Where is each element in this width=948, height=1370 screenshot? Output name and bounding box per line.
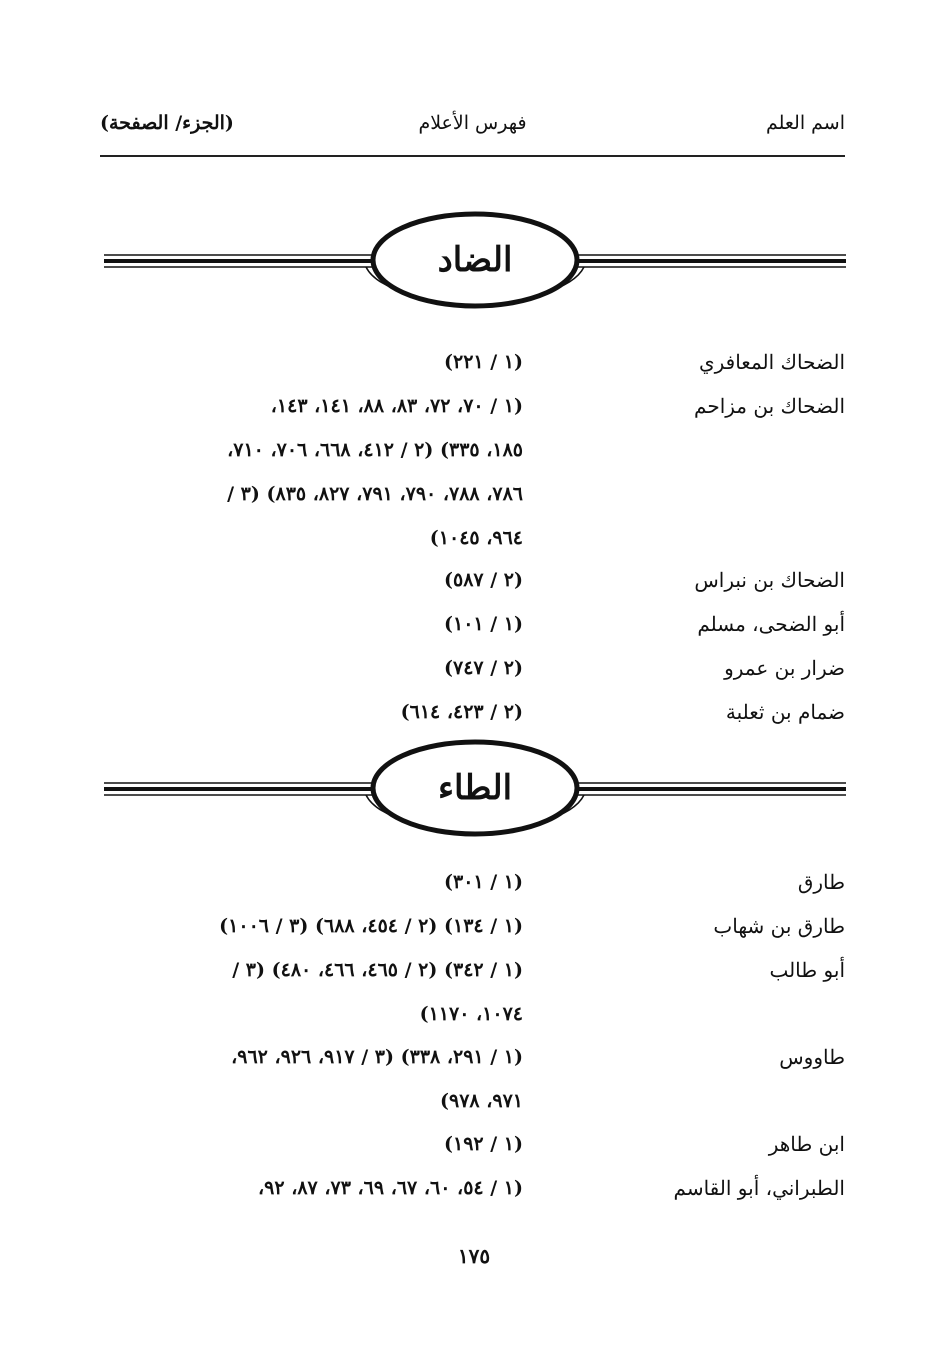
entry-refs (103, 914, 523, 958)
section-banner-taa (104, 736, 846, 846)
entry-name: ضمام بن ثعلبة (725, 700, 845, 724)
ref-line: (١ / ٣٠١) (443, 871, 523, 893)
ref-line: (١ / ٥٤، ٦٠، ٦٧، ٦٩، ٧٣، ٨٧، ٩٢، (258, 1177, 523, 1199)
ref-line: ٩٦٤، ١٠٤٥) (429, 527, 523, 549)
entry-name: أبو طالب (769, 958, 845, 982)
ref-line: ١٨٥، ٣٣٥) (٢ / ٤١٢، ٦٦٨، ٧٠٦، ٧١٠، (227, 439, 523, 461)
ref-line: (٢ / ٧٤٧) (443, 657, 523, 679)
running-header (100, 112, 845, 152)
entry-refs (103, 394, 523, 570)
ref-line: (١ / ٣٤٢) (٢ / ٤٦٥، ٤٦٦، ٤٨٠) (٣ / (232, 959, 523, 981)
entry-refs (103, 1176, 523, 1220)
ref-line: (١ / ١٠١) (443, 613, 523, 635)
ref-line: (٢ / ٥٨٧) (443, 569, 523, 591)
header-title: فهرس الأعلام (418, 112, 527, 134)
ref-line: ١٠٧٤، ١١٧٠) (419, 1003, 523, 1025)
entry-refs (103, 1045, 523, 1133)
entry-refs (103, 612, 523, 656)
entry-name: طارق بن شهاب (713, 914, 845, 938)
ref-line: (١ / ٢٢١) (443, 351, 523, 373)
ref-line: (١ / ٧٠، ٧٢، ٨٣، ٨٨، ١٤١، ١٤٣، (270, 395, 523, 417)
header-name-column: اسم العلم (765, 112, 845, 134)
ref-line: ٧٨٦، ٧٨٨، ٧٩٠، ٧٩١، ٨٢٧، ٨٣٥) (٣ / (227, 483, 523, 505)
entry-refs (103, 870, 523, 914)
ref-line: (١ / ١٣٤) (٢ / ٤٥٤، ٦٨٨) (٣ / ١٠٠٦) (219, 915, 523, 937)
entry-refs (103, 350, 523, 394)
page-number: ١٧٥ (457, 1244, 491, 1268)
entry-name: ابن طاهر (768, 1132, 845, 1156)
ref-line: (٢ / ٤٢٣، ٦١٤) (400, 701, 523, 723)
section-title: الضاد (437, 240, 513, 280)
header-rule (100, 155, 845, 157)
section-title: الطاء (437, 768, 513, 808)
section-banner-dad (104, 208, 846, 318)
header-reference-column: (الجزء/ الصفحة) (100, 112, 234, 134)
ref-line: ٩٧١، ٩٧٨) (440, 1090, 523, 1112)
entry-name: الطبراني، أبو القاسم (673, 1176, 845, 1200)
entry-name: أبو الضحى، مسلم (697, 612, 845, 636)
entry-name: الضحاك بن نبراس (694, 568, 845, 592)
entry-name: الضحاك بن مزاحم (694, 394, 845, 418)
entry-name: طارق (797, 870, 845, 894)
entry-name: الضحاك المعافري (698, 350, 845, 374)
entry-name: ضرار بن عمرو (724, 656, 845, 680)
ref-line: (١ / ١٩٢) (443, 1133, 523, 1155)
entry-refs (103, 568, 523, 612)
entry-name: طاووس (779, 1045, 845, 1069)
ref-line: (١ / ٢٩١، ٣٣٨) (٣ / ٩١٧، ٩٢٦، ٩٦٢، (231, 1046, 523, 1068)
entry-refs (103, 958, 523, 1046)
entry-refs (103, 1132, 523, 1176)
entry-refs (103, 656, 523, 700)
